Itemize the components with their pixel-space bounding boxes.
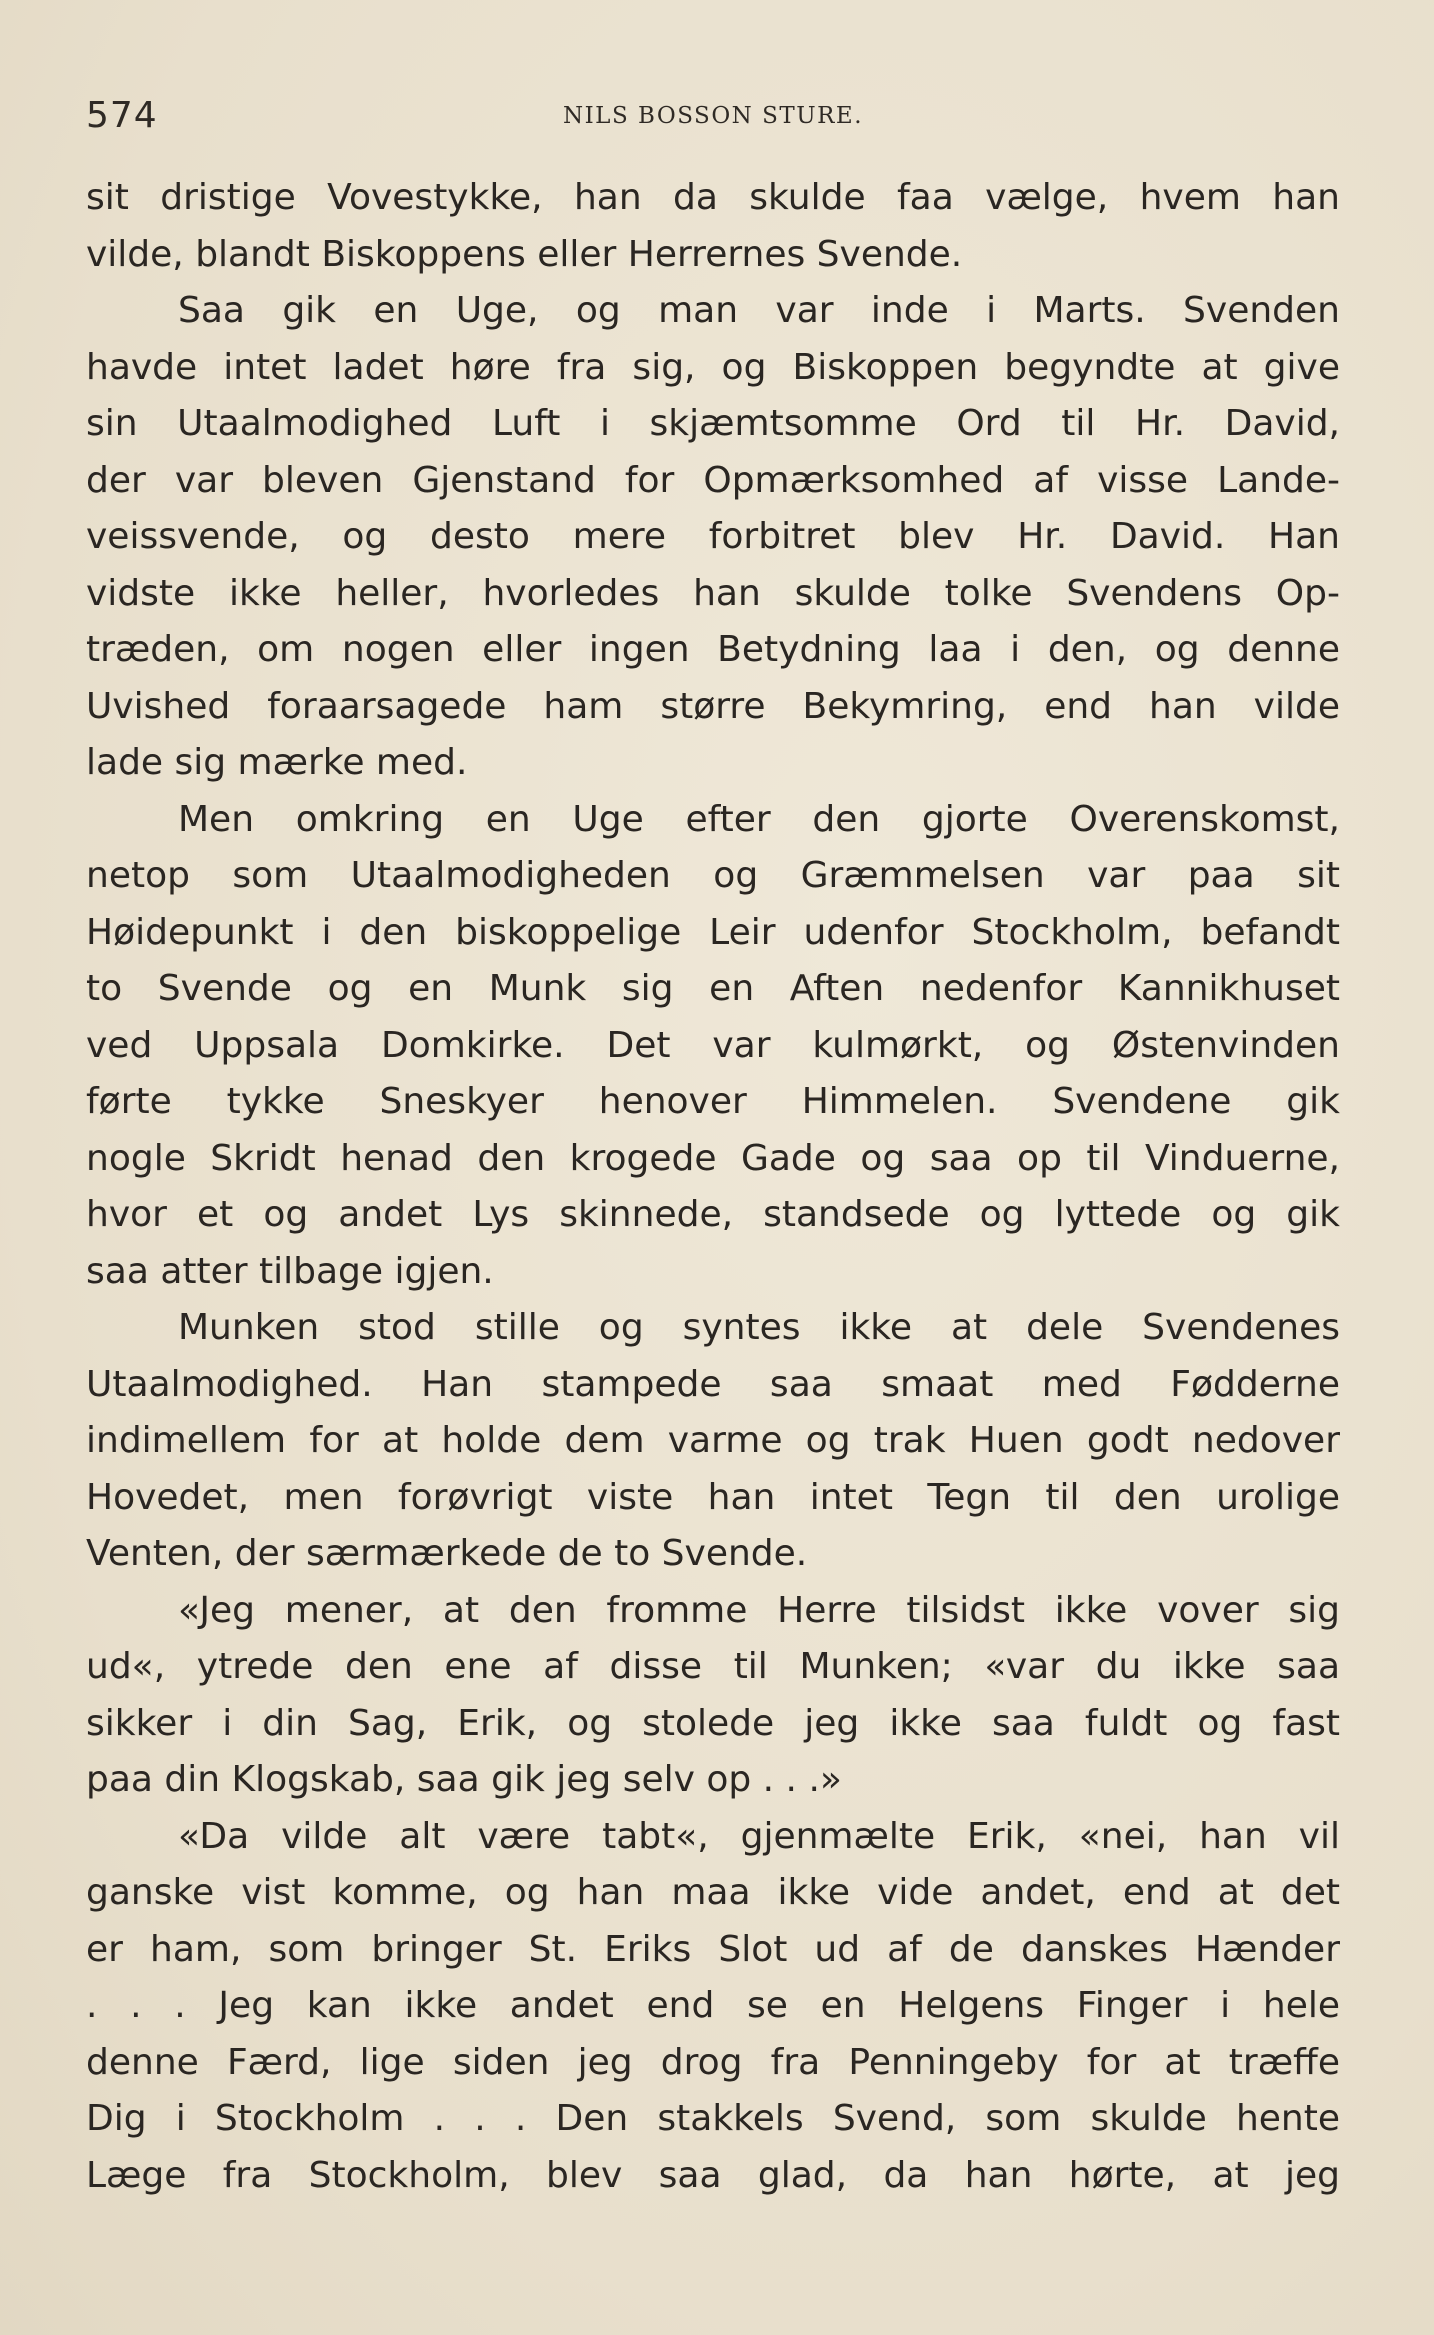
page-number: 574 bbox=[86, 95, 158, 136]
text-line: Høidepunkt i den biskoppelige Leir udenfor Stockholm, befandt bbox=[86, 911, 1340, 953]
text-line: vidste ikke heller, hvorledes han skulde tolke Svendens Op- bbox=[86, 572, 1340, 614]
text-line: saa atter tilbage igjen. bbox=[86, 1250, 494, 1292]
paragraph bbox=[86, 1809, 1340, 2205]
text-line: er ham, som bringer St. Eriks Slot ud af de danskes Hænder bbox=[86, 1928, 1340, 1970]
text-line: sin Utaalmodighed Luft i skjæmtsomme Ord til Hr. David, bbox=[86, 403, 1340, 444]
text-line: Munken stod stille og syntes ikke at dele Svendenes bbox=[178, 1307, 1340, 1348]
text-line: Uvished foraarsagede ham større Bekymring, end han vilde bbox=[86, 685, 1340, 727]
paragraph bbox=[86, 170, 1340, 283]
text-line: nogle Skridt henad den krogede Gade og saa op til Vinduerne, bbox=[86, 1137, 1340, 1179]
text-line: sikker i din Sag, Erik, og stolede jeg ikke saa fuldt og fast bbox=[86, 1702, 1340, 1744]
paragraph bbox=[86, 1583, 1340, 1809]
text-line: vilde, blandt Biskoppens eller Herrernes Svende. bbox=[86, 233, 963, 275]
text-line: «Jeg mener, at den fromme Herre tilsidst ikke vover sig bbox=[178, 1589, 1340, 1631]
text-line: Dig i Stockholm . . . Den stakkels Svend, som skulde hente bbox=[86, 2098, 1340, 2139]
paragraph bbox=[86, 283, 1340, 792]
text-line: Men omkring en Uge efter den gjorte Overenskomst, bbox=[178, 798, 1340, 840]
text-line: netop som Utaalmodigheden og Græmmelsen var paa sit bbox=[86, 855, 1340, 896]
body-text bbox=[86, 170, 1340, 2204]
text-line: Saa gik en Uge, og man var inde i Marts. Svenden bbox=[178, 290, 1340, 331]
paragraph bbox=[86, 1300, 1340, 1583]
text-line: førte tykke Sneskyer henover Himmelen. Svendene gik bbox=[86, 1081, 1340, 1122]
running-title: NILS BOSSON STURE. bbox=[562, 103, 864, 129]
text-line: Hovedet, men forøvrigt viste han intet Tegn til den urolige bbox=[86, 1476, 1340, 1518]
text-line: træden, om nogen eller ingen Betydning laa i den, og denne bbox=[86, 629, 1340, 670]
text-line: hvor et og andet Lys skinnede, standsede og lyttede og gik bbox=[86, 1194, 1340, 1235]
text-line: havde intet ladet høre fra sig, og Biskoppen begyndte at give bbox=[86, 346, 1340, 388]
text-line: ved Uppsala Domkirke. Det var kulmørkt, og Østenvinden bbox=[86, 1024, 1340, 1066]
page-header bbox=[86, 95, 1340, 145]
text-line: Læge fra Stockholm, blev saa glad, da han hørte, at jeg bbox=[86, 2154, 1340, 2196]
text-line: ganske vist komme, og han maa ikke vide andet, end at det bbox=[86, 1872, 1340, 1913]
text-line: der var bleven Gjenstand for Opmærksomhed af visse Lande- bbox=[86, 459, 1340, 501]
text-line: ud«, ytrede den ene af disse til Munken; «var du ikke saa bbox=[86, 1646, 1340, 1687]
text-line: Venten, der særmærkede de to Svende. bbox=[86, 1533, 808, 1574]
text-line: paa din Klogskab, saa gik jeg selv op . . .» bbox=[86, 1759, 842, 1800]
text-line: to Svende og en Munk sig en Aften nedenfor Kannikhuset bbox=[86, 968, 1340, 1009]
text-line: Utaalmodighed. Han stampede saa smaat med Fødderne bbox=[86, 1363, 1340, 1405]
text-line: denne Færd, lige siden jeg drog fra Penningeby for at træffe bbox=[86, 2041, 1340, 2083]
text-line: «Da vilde alt være tabt«, gjenmælte Erik, «nei, han vil bbox=[178, 1815, 1340, 1857]
text-line: sit dristige Vovestykke, han da skulde faa vælge, hvem han bbox=[86, 177, 1340, 218]
text-line: veissvende, og desto mere forbitret blev Hr. David. Han bbox=[86, 516, 1340, 557]
paragraph bbox=[86, 792, 1340, 1301]
text-line: . . . Jeg kan ikke andet end se en Helgens Finger i hele bbox=[86, 1985, 1340, 2026]
text-line: indimellem for at holde dem varme og trak Huen godt nedover bbox=[86, 1420, 1340, 1461]
text-line: lade sig mærke med. bbox=[86, 742, 468, 783]
